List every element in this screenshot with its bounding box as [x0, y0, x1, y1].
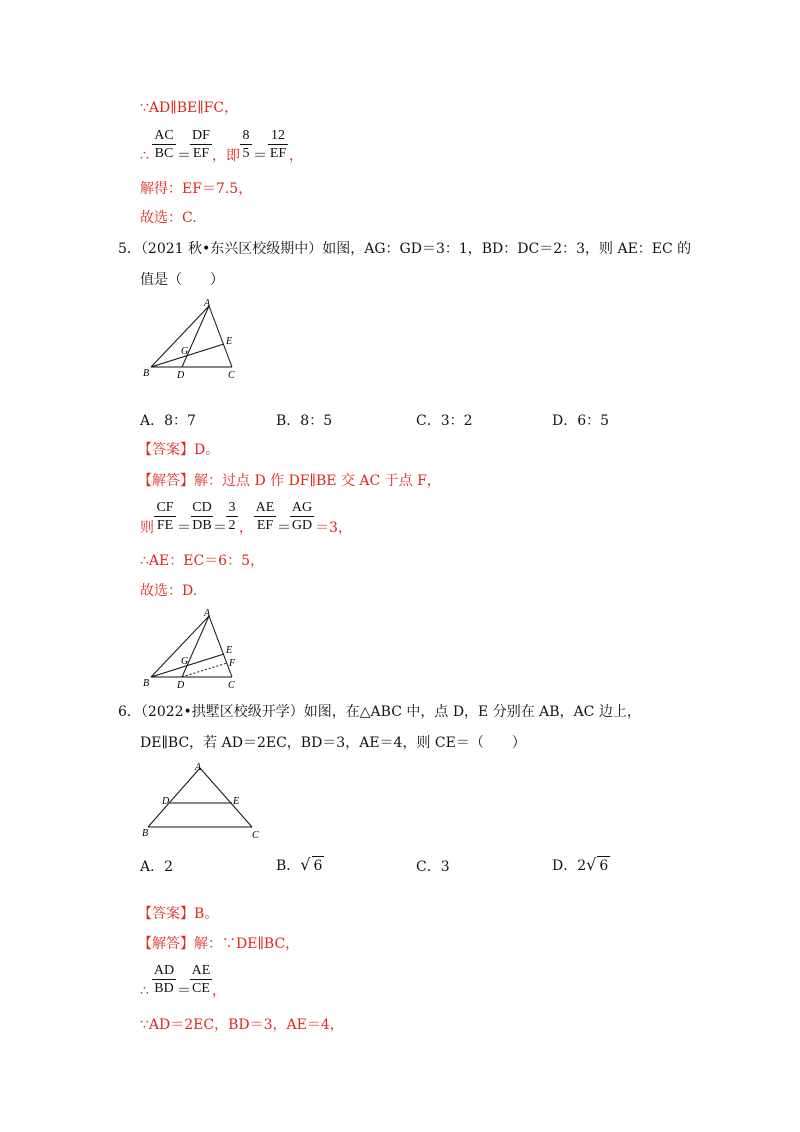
q5-label-a: A: [204, 298, 211, 309]
q6-answer-line: 【答案】B。: [138, 906, 219, 922]
q5-option-b[interactable]: B．8：5: [276, 413, 333, 429]
fraction-ad-bd: AD BD: [153, 963, 175, 996]
q5-option-d[interactable]: D．6：5: [552, 413, 610, 429]
q5-answer-line: 【答案】D。: [138, 442, 220, 458]
fraction-8-5: 8 5: [240, 128, 252, 161]
q6-stem-line1: 6．（2022•拱墅区校级开学）如图，在△ABC 中，点 D，E 分别在 AB，AC 边上，: [118, 704, 641, 720]
q5-label-e: E: [226, 336, 233, 347]
fraction-ae-ce: AE CE: [191, 963, 211, 996]
q6-stem-line2: DE∥BC，若 AD＝2EC，BD＝3，AE＝4，则 CE＝（ ）: [140, 735, 526, 751]
q6-given-line: ∵AD＝2EC，BD＝3，AE＝4，: [140, 1017, 344, 1033]
q6-label-c: C: [252, 830, 259, 841]
q6-label-b: B: [142, 828, 149, 839]
q4-given-line: ∵AD∥BE∥FC，: [140, 100, 239, 116]
q5-label-d: D: [177, 370, 185, 381]
q6-option-b[interactable]: B．√ 6: [276, 855, 323, 874]
q6-label-e: E: [233, 796, 240, 807]
fraction-3-2: 3 2: [226, 500, 238, 533]
q6-label-a: A: [195, 762, 202, 773]
q5-label-c: C: [228, 370, 235, 381]
q4-choose-line: 故选：C.: [140, 210, 197, 226]
q5-label-b: B: [143, 368, 150, 379]
fraction-ae-ef: AE EF: [255, 500, 275, 533]
q5-figure: [140, 296, 250, 382]
fraction-12-ef: 12 EF: [269, 128, 287, 161]
q6-option-d[interactable]: D．2√ 6: [552, 855, 609, 874]
q5-result-line: ∴AE：EC＝6：5，: [140, 553, 264, 569]
q4-solve-line: 解得：EF＝7.5，: [140, 181, 253, 197]
q5s-label-g: G: [181, 656, 189, 667]
fraction-cf-fe: CF FE: [154, 500, 176, 533]
fraction-df-ef: DF EF: [190, 128, 212, 161]
q5s-label-c: C: [228, 680, 235, 691]
q5-label-g: G: [181, 346, 189, 357]
q5s-label-b: B: [143, 678, 150, 689]
fraction-cd-db: CD DB: [192, 500, 212, 533]
q5-solution-figure: [140, 606, 250, 692]
q5-option-a[interactable]: A．8：7: [140, 413, 196, 429]
q5-option-c[interactable]: C．3：2: [416, 413, 473, 429]
q6-figure: [140, 760, 270, 844]
q5-solution-line1: 【解答】解：过点 D 作 DF∥BE 交 AC 于点 F，: [138, 473, 441, 489]
q6-label-d: D: [162, 796, 170, 807]
q5-stem-line1: 5．（2021 秋•东兴区校级期中）如图，AG：GD＝3：1，BD：DC＝2：3，则 AE：EC 的: [118, 241, 692, 257]
q5-stem-line2: 值是（ ）: [140, 272, 224, 288]
q5s-label-f: F: [229, 658, 236, 669]
fraction-ac-bc: AC BC: [152, 128, 176, 161]
q6-option-a[interactable]: A．2: [140, 859, 174, 875]
fraction-ag-gd: AG GD: [291, 500, 313, 533]
q5-choose-line: 故选：D.: [140, 583, 198, 599]
q5s-label-e: E: [226, 645, 233, 656]
q5s-label-a: A: [204, 608, 211, 619]
q6-solution-line1: 【解答】解：∵DE∥BC，: [138, 936, 300, 952]
q5s-label-d: D: [177, 680, 185, 691]
q6-option-c[interactable]: C．3: [416, 859, 450, 875]
